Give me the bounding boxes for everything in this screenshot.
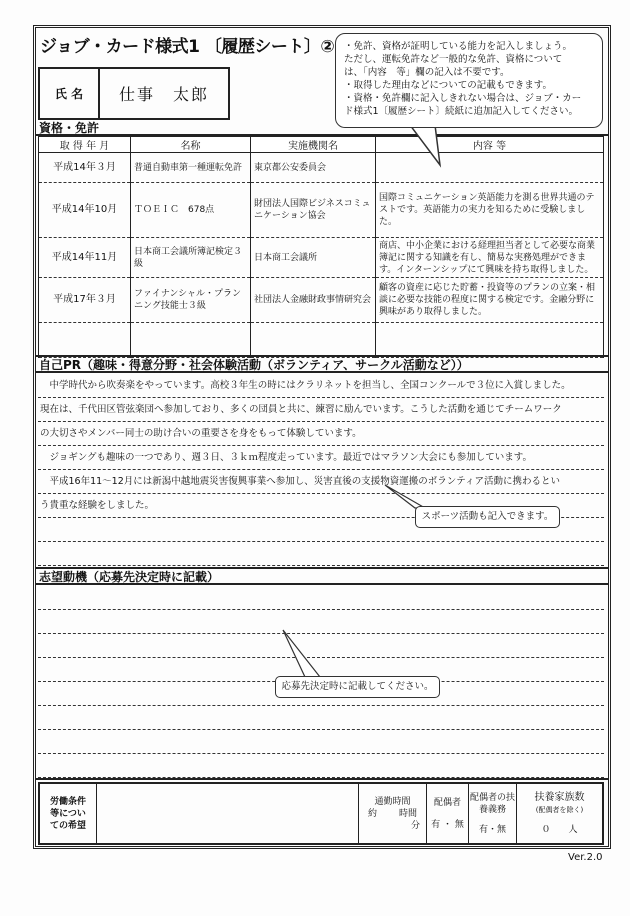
spouse-support-cell[interactable] (469, 784, 517, 843)
commute-minutes: 分 (410, 820, 420, 831)
cell-details[interactable]: 顧客の資産に応じた貯蓄・投資等のプランの立案・相談に必要な技能の程度に関する検定です。金融分野に興味があり取得しました。 (376, 278, 604, 323)
page-title: ジョブ・カード様式1 〔履歴シート〕② (40, 37, 335, 57)
text-line[interactable]: 現在は、千代田区管弦楽団へ参加しており、多くの団員と共に、練習に励んでいます。こうした活動を通じてチームワーク (38, 398, 604, 422)
commute-cell[interactable] (359, 784, 427, 843)
col-date: 取 得 年 月 (39, 137, 131, 153)
cell-date[interactable]: 平成14年11月 (39, 238, 131, 278)
cell-date[interactable]: 平成17年３月 (39, 278, 131, 323)
qualifications-heading: 資格・免許 (36, 121, 608, 136)
cell-date[interactable] (39, 323, 131, 358)
spouse-support-value: 有・無 (478, 824, 506, 835)
self-pr-heading: 自己PR（趣味・得意分野・社会体験活動（ボランティア、サークル活動など）） (36, 358, 608, 373)
dependents-value: ０ 人 (541, 824, 578, 835)
text-line[interactable] (38, 754, 604, 778)
spouse-support-label: 配偶者の扶養義務 (469, 792, 515, 815)
text-line[interactable] (38, 542, 604, 566)
text-line[interactable]: ジョギングも趣味の一つであり、週３日、３ｋｍ程度走っています。最近ではマラソン大会にも参加しています。 (38, 446, 604, 470)
cell-name[interactable]: ファイナンシャル・プランニング技能士３級 (131, 278, 251, 323)
callout-line: ・免許、資格が証明している能力を記入しましょう。 (344, 41, 573, 52)
callout-line: ド様式1〔履歴シート〕続紙に追加記入してください。 (344, 106, 579, 117)
cell-org[interactable]: 財団法人国際ビジネスコミュニケーション協会 (251, 183, 376, 238)
divider (36, 778, 608, 780)
text-line[interactable]: 平成16年11～12月には新潟中越地震災害復興事業へ参加し、災害直後の支援物資運搬のボランティア活動に携わるとい (38, 470, 604, 494)
commute-hours: 時間 (399, 808, 418, 819)
commute-label: 通勤時間 (374, 796, 411, 807)
text-line[interactable]: の大切さやメンバー同士の助け合いの重要さを身をもって体験しています。 (38, 422, 604, 446)
spouse-label: 配偶者 (433, 797, 461, 808)
col-name: 名称 (131, 137, 251, 153)
text-line[interactable] (38, 706, 604, 730)
cell-details[interactable]: 商店、中小企業における経理担当者として必要な商業簿記に関する知識を有し、簡易な実務処理ができます。インターンシップにて興味を持ち取得しました。 (376, 238, 604, 278)
work-conditions-label: 労働条件等についての希望 (40, 784, 97, 843)
cell-name[interactable]: 日本商工会議所簿記検定３級 (131, 238, 251, 278)
callout-line: は、「内容 等」欄の記入は不要です。 (344, 67, 510, 78)
callout-line: ・取得した理由などについての記載もできます。 (344, 80, 553, 91)
dependents-cell[interactable] (517, 784, 602, 843)
text-line[interactable] (38, 730, 604, 754)
cell-details[interactable] (376, 323, 604, 358)
col-org: 実施機関名 (251, 137, 376, 153)
text-line[interactable]: う貴重な経験をしました。 (38, 494, 604, 518)
commute-approx: 約 (367, 808, 377, 819)
table-row (39, 323, 604, 358)
sports-callout: スポーツ活動も記入できます。 (415, 506, 560, 528)
motivation-heading: 志望動機（応募先決定時に記載） (36, 570, 608, 585)
bottom-row (38, 782, 604, 845)
version-label: Ver.2.0 (568, 852, 603, 863)
divider (36, 567, 608, 569)
cell-name[interactable]: 普通自動車第一種運転免許 (131, 153, 251, 183)
cell-org[interactable]: 社団法人金融財政事情研究会 (251, 278, 376, 323)
dependents-label: 扶養家族数 (534, 791, 585, 803)
cell-org[interactable]: 東京都公安委員会 (251, 153, 376, 183)
name-value[interactable]: 仕事 太郎 (118, 85, 209, 104)
qualification-callout (335, 33, 603, 128)
table-row (39, 183, 604, 238)
cell-org[interactable] (251, 323, 376, 358)
callout-line: ただし、運転免許など一般的な免許、資格について (344, 54, 563, 65)
name-label: 氏 名 (40, 69, 100, 118)
text-line[interactable] (38, 586, 604, 610)
spouse-value: 有 ・ 無 (431, 819, 464, 830)
cell-details[interactable]: 国際コミュニケーション英語能力を測る世界共通のテストです。英語能力の実力を知るために受験しました。 (376, 183, 604, 238)
cell-name[interactable] (131, 323, 251, 358)
table-row (39, 278, 604, 323)
motivation-callout: 応募先決定時に記載してください。 (275, 676, 440, 698)
work-conditions-field[interactable] (97, 784, 359, 843)
divider (36, 355, 608, 357)
table-row (39, 238, 604, 278)
dependents-note: (配偶者を除く) (535, 805, 584, 814)
cell-name[interactable]: ＴＯＥＩＣ 678点 (131, 183, 251, 238)
cell-date[interactable]: 平成14年10月 (39, 183, 131, 238)
self-pr-lines[interactable] (38, 374, 604, 566)
cell-org[interactable]: 日本商工会議所 (251, 238, 376, 278)
col-details: 内容 等 (376, 137, 604, 153)
spouse-cell[interactable] (427, 784, 469, 843)
callout-line: ・資格・免許欄に記入しきれない場合は、ジョブ・カー (344, 93, 582, 104)
text-line[interactable]: 中学時代から吹奏楽をやっています。高校３年生の時にはクラリネットを担当し、全国コンクールで３位に入賞しました。 (38, 374, 604, 398)
name-box (38, 67, 230, 120)
cell-date[interactable]: 平成14年３月 (39, 153, 131, 183)
